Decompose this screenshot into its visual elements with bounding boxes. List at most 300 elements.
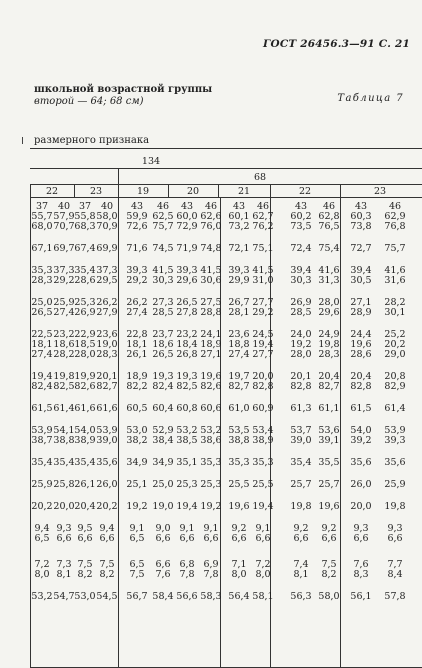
table-cell: 39,0 [96, 435, 118, 446]
table-cell: 35,3 [252, 457, 274, 468]
table-cell: 53,7 [290, 425, 312, 436]
table-cell: 7,8 [179, 569, 195, 580]
table-cell: 27,7 [252, 297, 274, 308]
table-cell: 25,1 [126, 479, 148, 490]
table-cell: 27,3 [152, 297, 174, 308]
table-cell: 82,8 [252, 381, 274, 392]
table-cell: 73,5 [290, 221, 312, 232]
table-cell: 19,7 [228, 371, 250, 382]
table-cell: 53,9 [384, 425, 406, 436]
table-cell: 23,6 [96, 329, 118, 340]
table-cell: 82,5 [176, 381, 198, 392]
table-cell: 71,6 [126, 243, 148, 254]
table-cell: 35,4 [290, 457, 312, 468]
table-cell: 30,3 [152, 275, 174, 286]
col-head: 22 [298, 186, 312, 197]
table-cell: 18,5 [74, 339, 96, 350]
table-cell: 75,7 [152, 221, 174, 232]
table-cell: 19,6 [228, 501, 250, 512]
table-cell: 8,2 [77, 569, 93, 580]
table-cell: 25,7 [318, 479, 340, 490]
table-cell: 39,3 [384, 435, 406, 446]
table-cell: 38,9 [74, 435, 96, 446]
table-cell: 38,7 [31, 435, 53, 446]
table-cell: 46 [388, 201, 402, 212]
table-cell: 82,6 [200, 381, 222, 392]
table-cell: 35,1 [176, 457, 198, 468]
table-cell: 46 [256, 201, 270, 212]
table-cell: 9,5 [77, 523, 93, 534]
table-title: Таблица 7 [337, 93, 404, 104]
table-cell: 6,6 [231, 533, 247, 544]
table-cell: 76,2 [252, 221, 274, 232]
table-cell: 56,4 [228, 591, 250, 602]
table-cell: 61,1 [318, 403, 340, 414]
table-cell: 19,2 [290, 339, 312, 350]
table-cell: 20,2 [384, 339, 406, 350]
table-cell: 39,1 [318, 435, 340, 446]
table-cell: 8,4 [387, 569, 403, 580]
table-cell: 73,8 [350, 221, 372, 232]
table-cell: 37 [78, 201, 92, 212]
table-cell: 30,5 [350, 275, 372, 286]
table-cell: 61,5 [31, 403, 53, 414]
table-cell: 7,6 [353, 559, 369, 570]
table-cell: 7,5 [129, 569, 145, 580]
table-cell: 38,2 [126, 435, 148, 446]
table-cell: 61,0 [228, 403, 250, 414]
table-cell: 8,1 [56, 569, 72, 580]
table-cell: 61,3 [290, 403, 312, 414]
table-cell: 23,7 [152, 329, 174, 340]
table-cell: 7,1 [231, 559, 247, 570]
table-cell: 82,7 [228, 381, 250, 392]
group-134: 134 [141, 156, 161, 167]
table-cell: 39,3 [126, 265, 148, 276]
table-cell: 28,3 [31, 275, 53, 286]
table-cell: 26,9 [74, 307, 96, 318]
table-cell: 58,4 [152, 591, 174, 602]
table-cell: 8,1 [293, 569, 309, 580]
table-cell: 18,4 [176, 339, 198, 350]
table-cell: 62,8 [318, 211, 340, 222]
table-cell: 7,2 [255, 559, 271, 570]
table-cell: 24,4 [350, 329, 372, 340]
table-cell: 29,6 [176, 275, 198, 286]
table-cell: 60,6 [200, 403, 222, 414]
table-cell: 38,4 [152, 435, 174, 446]
table-cell: 40 [57, 201, 71, 212]
table-cell: 82,8 [290, 381, 312, 392]
table-cell: 35,3 [200, 457, 222, 468]
table-cell: 60,1 [228, 211, 250, 222]
table-cell: 8,2 [99, 569, 115, 580]
table-cell: 22,8 [126, 329, 148, 340]
table-cell: 38,5 [176, 435, 198, 446]
table-cell: 29,2 [53, 275, 75, 286]
table-cell: 76,5 [318, 221, 340, 232]
table-cell: 19,4 [31, 371, 53, 382]
table-cell: 35,5 [318, 457, 340, 468]
table-cell: 53,9 [96, 425, 118, 436]
table-cell: 72,4 [290, 243, 312, 254]
table-cell: 19,6 [200, 371, 222, 382]
table-cell: 7,2 [34, 559, 50, 570]
table-cell: 6,6 [387, 533, 403, 544]
table-cell: 28,6 [350, 349, 372, 360]
table-cell: 53,0 [126, 425, 148, 436]
table-cell: 19,9 [74, 371, 96, 382]
table-cell: 8,0 [34, 569, 50, 580]
table-cell: 39,2 [350, 435, 372, 446]
table-cell: 25,9 [384, 479, 406, 490]
table-cell: 26,5 [152, 349, 174, 360]
table-cell: 29,2 [252, 307, 274, 318]
table-cell: 35,4 [74, 265, 96, 276]
table-cell: 26,8 [176, 349, 198, 360]
table-cell: 9,2 [231, 523, 247, 534]
table-cell: 28,0 [290, 349, 312, 360]
table-cell: 8,3 [353, 569, 369, 580]
table-cell: 58,0 [96, 211, 118, 222]
table-cell: 19,4 [252, 339, 274, 350]
table-cell: 69,9 [96, 243, 118, 254]
heading-line-2: второй — 64; 68 см) [34, 96, 144, 107]
table-cell: 55,8 [74, 211, 96, 222]
table-cell: 9,4 [34, 523, 50, 534]
table-cell: 62,6 [200, 211, 222, 222]
table-cell: 18,6 [53, 339, 75, 350]
table-cell: 59,9 [126, 211, 148, 222]
table-cell: 35,4 [74, 457, 96, 468]
group-68: 68 [253, 172, 267, 183]
table-cell: 43 [180, 201, 194, 212]
table-cell: 57,9 [53, 211, 75, 222]
table-cell: 7,5 [99, 559, 115, 570]
table-cell: 39,4 [350, 265, 372, 276]
heading-line-3: размерного признака [34, 135, 150, 146]
table-cell: 18,6 [152, 339, 174, 350]
table-cell: 71,9 [176, 243, 198, 254]
table-cell: 25,0 [31, 297, 53, 308]
table-cell: 53,2 [176, 425, 198, 436]
table-cell: 61,4 [384, 403, 406, 414]
table-cell: 24,0 [290, 329, 312, 340]
table-cell: 53,2 [31, 591, 53, 602]
table-cell: 27,1 [350, 297, 372, 308]
table-cell: 28,1 [228, 307, 250, 318]
table-cell: 54,0 [74, 425, 96, 436]
table-cell: 76,0 [200, 221, 222, 232]
table-cell: 82,4 [152, 381, 174, 392]
table-cell: 82,4 [31, 381, 53, 392]
table-cell: 38,9 [252, 435, 274, 446]
table-cell: 8,0 [255, 569, 271, 580]
table-cell: 82,6 [74, 381, 96, 392]
table-cell: 26,1 [74, 479, 96, 490]
table-cell: 23,2 [176, 329, 198, 340]
table-cell: 25,3 [74, 297, 96, 308]
table-cell: 74,8 [200, 243, 222, 254]
table-cell: 19,4 [252, 501, 274, 512]
table-cell: 26,5 [176, 297, 198, 308]
table-cell: 29,5 [96, 275, 118, 286]
table-cell: 18,9 [126, 371, 148, 382]
table-cell: 6,6 [203, 533, 219, 544]
table-cell: 35,3 [31, 265, 53, 276]
table-cell: 61,6 [96, 403, 118, 414]
table-cell: 72,9 [176, 221, 198, 232]
table-cell: 26,2 [96, 297, 118, 308]
table-cell: 23,2 [53, 329, 75, 340]
table-cell: 28,8 [200, 307, 222, 318]
table-cell: 7,6 [155, 569, 171, 580]
table-cell: 56,7 [126, 591, 148, 602]
table-cell: 35,6 [384, 457, 406, 468]
table-cell: 26,7 [228, 297, 250, 308]
table-cell: 7,8 [203, 569, 219, 580]
table-cell: 6,6 [77, 533, 93, 544]
table-cell: 9,2 [293, 523, 309, 534]
table-cell: 82,8 [350, 381, 372, 392]
table-cell: 72,6 [126, 221, 148, 232]
table-cell: 37,3 [53, 265, 75, 276]
table-cell: 6,8 [179, 559, 195, 570]
table-cell: 41,5 [152, 265, 174, 276]
table-cell: 62,9 [384, 211, 406, 222]
table-cell: 28,5 [152, 307, 174, 318]
col-head: 23 [89, 186, 103, 197]
table-cell: 54,5 [96, 591, 118, 602]
table-cell: 26,9 [290, 297, 312, 308]
table-cell: 9,4 [99, 523, 115, 534]
table-cell: 60,3 [350, 211, 372, 222]
table-cell: 56,6 [176, 591, 198, 602]
table-cell: 28,0 [318, 297, 340, 308]
table-cell: 38,8 [53, 435, 75, 446]
table-cell: 61,6 [74, 403, 96, 414]
table-cell: 19,0 [152, 501, 174, 512]
table-cell: 46 [322, 201, 336, 212]
table-cell: 19,2 [126, 501, 148, 512]
table-cell: 27,7 [252, 349, 274, 360]
table-cell: 18,1 [126, 339, 148, 350]
table-cell: 60,4 [152, 403, 174, 414]
table-cell: 20,4 [318, 371, 340, 382]
table-cell: 20,8 [384, 371, 406, 382]
table-cell: 19,6 [350, 339, 372, 350]
table-cell: 8,0 [231, 569, 247, 580]
table-cell: 35,4 [53, 457, 75, 468]
table-cell: 9,1 [203, 523, 219, 534]
table-cell: 74,5 [152, 243, 174, 254]
table-cell: 20,0 [252, 371, 274, 382]
table-cell: 53,6 [318, 425, 340, 436]
table-cell: 53,0 [74, 591, 96, 602]
table-cell: 6,6 [353, 533, 369, 544]
table-cell: 60,2 [290, 211, 312, 222]
table-cell: 27,5 [200, 297, 222, 308]
table-cell: 20,0 [350, 501, 372, 512]
table-cell: 56,1 [350, 591, 372, 602]
table-cell: 20,0 [53, 501, 75, 512]
table-cell: 43 [232, 201, 246, 212]
col-head: 22 [45, 186, 59, 197]
table-cell: 6,5 [34, 533, 50, 544]
table-cell: 27,4 [126, 307, 148, 318]
table-cell: 25,8 [53, 479, 75, 490]
heading-line-1: школьной возрастной группы [34, 84, 213, 95]
table-cell: 38,8 [228, 435, 250, 446]
table-cell: 53,4 [252, 425, 274, 436]
table-cell: 7,5 [321, 559, 337, 570]
table-cell: 28,5 [290, 307, 312, 318]
table-cell: 19,3 [152, 371, 174, 382]
table-cell: 27,1 [200, 349, 222, 360]
table-cell: 35,4 [31, 457, 53, 468]
table-cell: 23,6 [228, 329, 250, 340]
table-cell: 6,6 [293, 533, 309, 544]
table-cell: 73,2 [228, 221, 250, 232]
table-cell: 46 [156, 201, 170, 212]
table-cell: 6,5 [129, 533, 145, 544]
table-cell: 56,3 [290, 591, 312, 602]
table-cell: 26,0 [96, 479, 118, 490]
table-cell: 19,8 [384, 501, 406, 512]
table-cell: 53,2 [200, 425, 222, 436]
table-cell: 28,3 [318, 349, 340, 360]
table-cell: 19,0 [96, 339, 118, 350]
table-cell: 26,0 [350, 479, 372, 490]
table-cell: 29,6 [318, 307, 340, 318]
table-cell: 22,5 [31, 329, 53, 340]
table-cell: 29,0 [384, 349, 406, 360]
table-cell: 25,0 [152, 479, 174, 490]
table-cell: 28,2 [384, 297, 406, 308]
table-cell: 25,9 [53, 297, 75, 308]
table-cell: 58,3 [200, 591, 222, 602]
table-cell: 62,5 [152, 211, 174, 222]
table-cell: 31,0 [252, 275, 274, 286]
table-cell: 43 [294, 201, 308, 212]
table-cell: 9,3 [353, 523, 369, 534]
table-cell: 24,5 [252, 329, 274, 340]
table-cell: 39,3 [228, 265, 250, 276]
table-cell: 39,4 [290, 265, 312, 276]
table-cell: 41,6 [384, 265, 406, 276]
table-cell: 19,2 [200, 501, 222, 512]
table-cell: 26,1 [126, 349, 148, 360]
table-cell: 7,7 [387, 559, 403, 570]
table-cell: 30,1 [384, 307, 406, 318]
table-cell: 52,9 [152, 425, 174, 436]
table-cell: 35,6 [350, 457, 372, 468]
table-divider [118, 197, 119, 667]
table-cell: 20,1 [96, 371, 118, 382]
table-cell: 54,1 [53, 425, 75, 436]
table-cell: 7,5 [77, 559, 93, 570]
table-cell: 27,9 [96, 307, 118, 318]
table-cell: 82,9 [384, 381, 406, 392]
table-cell: 40 [100, 201, 114, 212]
table-cell: 19,8 [53, 371, 75, 382]
table-cell: 26,2 [126, 297, 148, 308]
table-rule [30, 168, 422, 169]
table-cell: 25,5 [228, 479, 250, 490]
table-cell: 82,7 [318, 381, 340, 392]
table-cell: 27,4 [31, 349, 53, 360]
table-cell: 67,4 [74, 243, 96, 254]
table-cell: 20,2 [96, 501, 118, 512]
table-cell: 9,1 [179, 523, 195, 534]
table-cell: 28,9 [350, 307, 372, 318]
table-cell: 7,4 [293, 559, 309, 570]
table-cell: 6,6 [155, 559, 171, 570]
table-cell: 60,8 [176, 403, 198, 414]
table-cell: 29,9 [228, 275, 250, 286]
table-cell: 53,5 [228, 425, 250, 436]
table-cell: 6,6 [56, 533, 72, 544]
table-cell: 39,3 [176, 265, 198, 276]
table-cell: 57,8 [384, 591, 406, 602]
col-head: 21 [237, 186, 251, 197]
table-cell: 9,1 [129, 523, 145, 534]
table-cell: 70,9 [96, 221, 118, 232]
table-cell: 19,4 [176, 501, 198, 512]
table-cell: 60,9 [252, 403, 274, 414]
table-cell: 28,0 [74, 349, 96, 360]
table-cell: 18,9 [200, 339, 222, 350]
table-cell: 9,1 [255, 523, 271, 534]
table-cell: 41,5 [200, 265, 222, 276]
table-cell: 35,3 [228, 457, 250, 468]
table-cell: 58,1 [252, 591, 274, 602]
table-cell: 41,5 [252, 265, 274, 276]
table-cell: 70,7 [53, 221, 75, 232]
data-table [30, 148, 422, 668]
table-cell: 24,1 [200, 329, 222, 340]
table-cell: 67,1 [31, 243, 53, 254]
table-cell: 54,0 [350, 425, 372, 436]
table-cell: 31,6 [384, 275, 406, 286]
table-cell: 34,9 [126, 457, 148, 468]
table-cell: 41,6 [318, 265, 340, 276]
table-cell: 6,6 [155, 533, 171, 544]
table-cell: 37 [35, 201, 49, 212]
table-cell: 6,6 [99, 533, 115, 544]
table-cell: 54,7 [53, 591, 75, 602]
table-cell: 31,3 [318, 275, 340, 286]
table-cell: 8,2 [321, 569, 337, 580]
table-cell: 19,3 [176, 371, 198, 382]
table-cell: 6,9 [203, 559, 219, 570]
table-cell: 19,8 [290, 501, 312, 512]
table-cell: 60,5 [126, 403, 148, 414]
table-rule [30, 184, 422, 185]
table-cell: 20,4 [350, 371, 372, 382]
table-cell: 9,0 [155, 523, 171, 534]
table-cell: 72,7 [350, 243, 372, 254]
table-cell: 27,8 [176, 307, 198, 318]
table-cell: 28,3 [96, 349, 118, 360]
table-cell: 68,3 [74, 221, 96, 232]
table-rule [30, 197, 422, 198]
table-cell: 6,6 [255, 533, 271, 544]
table-cell: 62,7 [252, 211, 274, 222]
table-cell: 69,7 [53, 243, 75, 254]
table-cell: 61,5 [350, 403, 372, 414]
table-cell: 82,2 [126, 381, 148, 392]
